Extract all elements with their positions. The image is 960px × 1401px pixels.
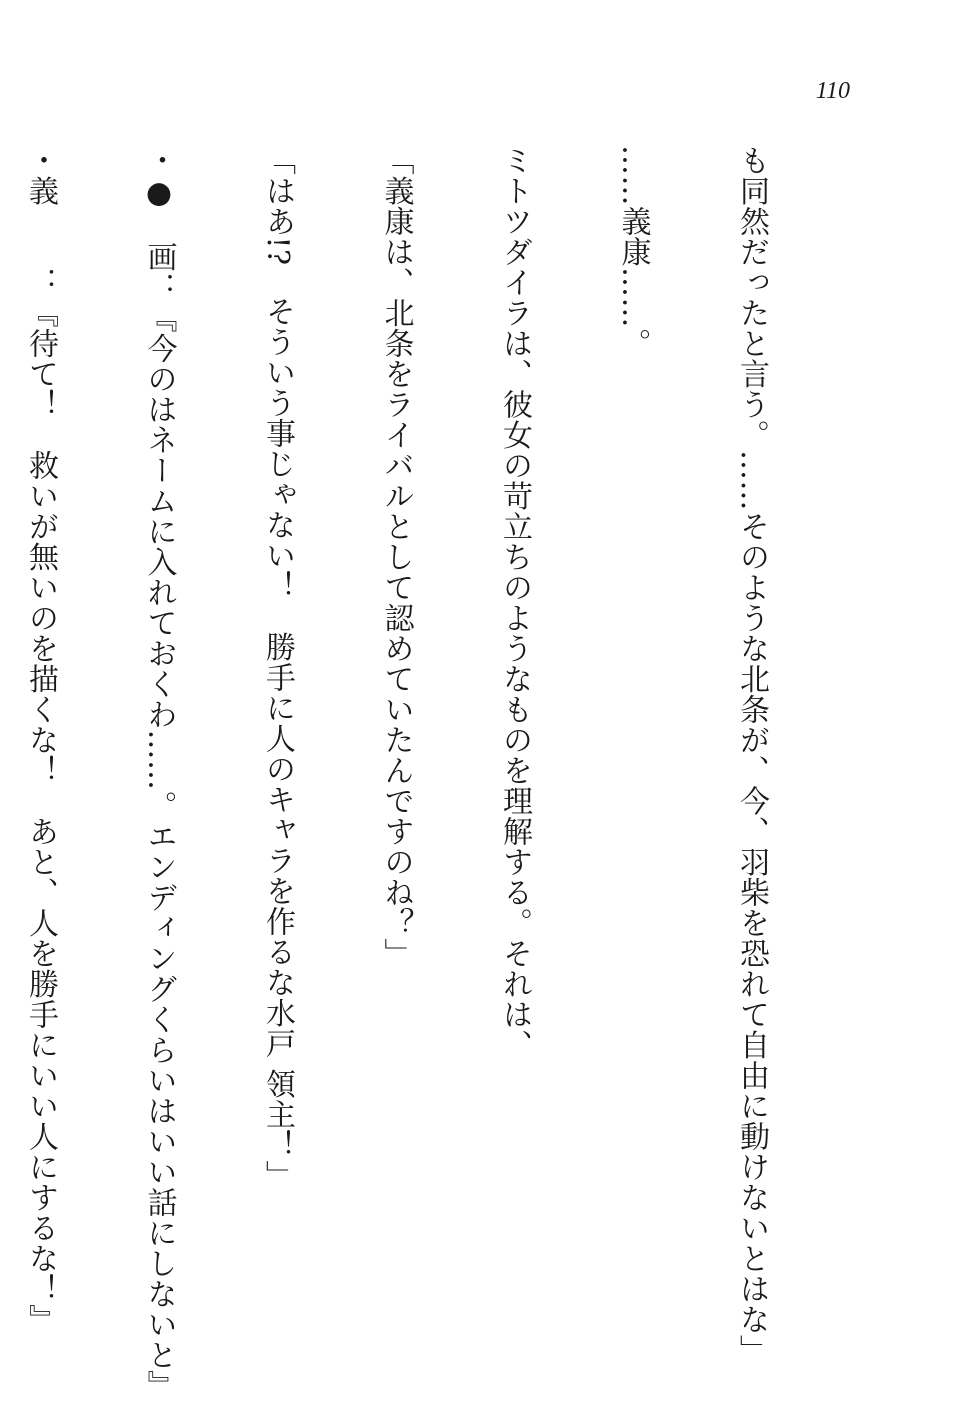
chat-line: ・● 画：『今のはネームに入れておくわ……。エンディングくらいはいい話にしないと』 <box>141 145 177 1401</box>
chat-line: ・義 ：『待て！ 救いが無いのを描くな！ あと、人を勝手にいい人にするな！』 <box>23 145 58 1335</box>
text-line: ミトツダイラは、彼女の苛立ちのようなものを理解する。それは、 <box>497 145 532 1060</box>
text-line: 「義康は、北条をライバルとして認めていたんですのね？」 <box>378 145 414 969</box>
text-line: ……義康……。 <box>615 145 651 359</box>
body-text <box>0 145 850 1401</box>
page-number: 110 <box>815 78 850 104</box>
text-line: も同然だったと言う。……そのような北条が、今、羽柴を恐れて自由に動けないとはな」 <box>734 145 769 1365</box>
text-line: 「はあ!? そういう事じゃない！ 勝手に人のキャラを作るな水戸 領主！」 <box>260 145 295 1191</box>
